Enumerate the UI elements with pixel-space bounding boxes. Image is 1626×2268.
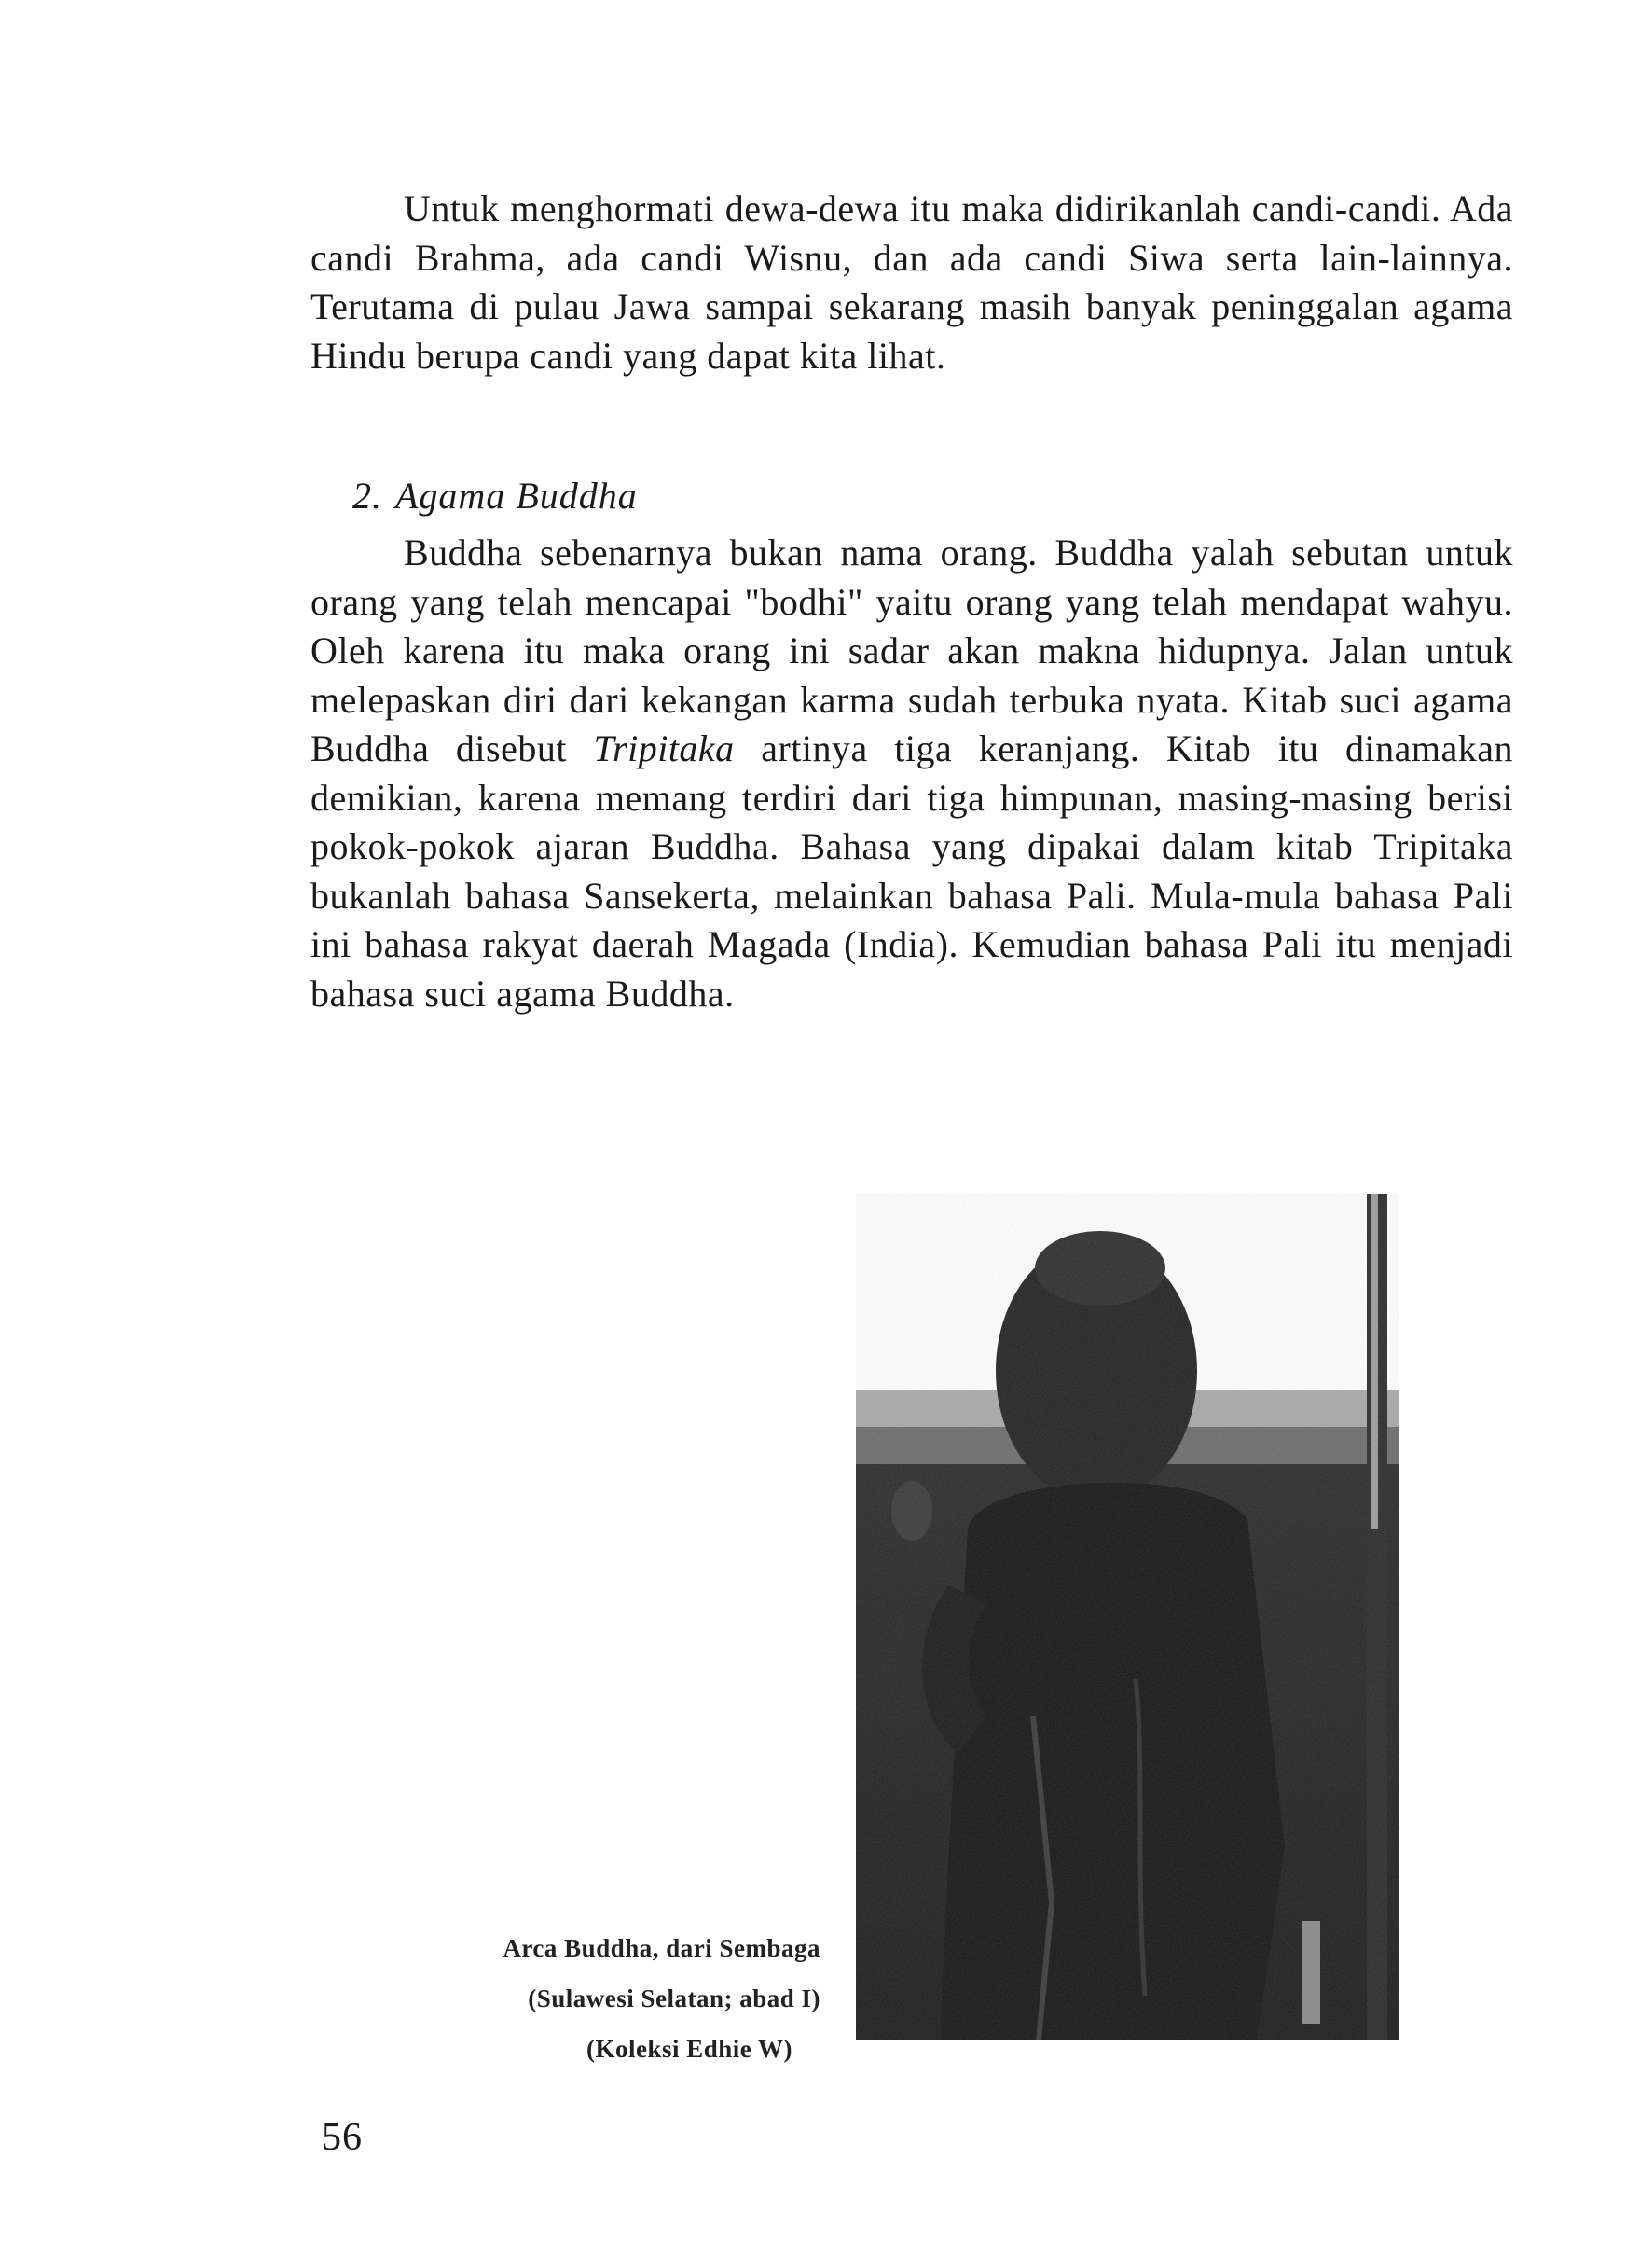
section-title: Agama Buddha xyxy=(395,475,638,517)
caption-line-2: (Sulawesi Selatan; abad I) xyxy=(528,1984,820,2012)
caption-line-3: (Koleksi Edhie W) xyxy=(586,2035,792,2063)
paragraph-buddha-part-2: artinya tiga keranjang. Kitab itu dinamakan demikian, karena memang terdiri dari tiga himpunan, masing-masing berisi pokok-pokok ajaran Buddha. Bahasa yang dipakai dalam kitab Tripitaka bukanlah bahasa Sansekerta, melainkan bahasa Pali. Mula-mula bahasa Pali ini bahasa rakyat daerah Magada (India). Kemudian bahasa Pali itu menjadi bahasa suci agama Buddha. xyxy=(310,727,1513,1015)
paragraph-buddha-part-1: Buddha sebenarnya bukan nama orang. Buddha yalah sebutan untuk orang yang telah mencapai "bodhi" yaitu orang yang telah mendapat wahyu. Oleh karena itu maka orang ini sadar akan makna hidupnya. Jalan untuk melepaskan diri dari kekangan karma sudah terbuka nyata. Kitab suci agama Buddha disebut xyxy=(310,532,1513,769)
page-number: 56 xyxy=(322,2116,363,2159)
section-number: 2. xyxy=(352,475,382,517)
caption-line-1: Arca Buddha, dari Sembaga xyxy=(503,1934,820,1962)
paragraph-candi: Untuk menghormati dewa-dewa itu maka didirikanlah candi-candi. Ada candi Brahma, ada candi Wisnu, dan ada candi Siwa serta lain-lainnya. Terutama di pulau Jawa sampai sekarang masih banyak peninggalan agama Hindu berupa candi yang dapat kita lihat. xyxy=(310,187,1513,377)
paragraph-buddha xyxy=(310,529,1513,1018)
figure-caption xyxy=(392,1923,820,2074)
section-heading xyxy=(352,474,638,518)
buddha-statue-photo xyxy=(856,1194,1399,2040)
tripitaka-term: Tripitaka xyxy=(593,727,735,769)
